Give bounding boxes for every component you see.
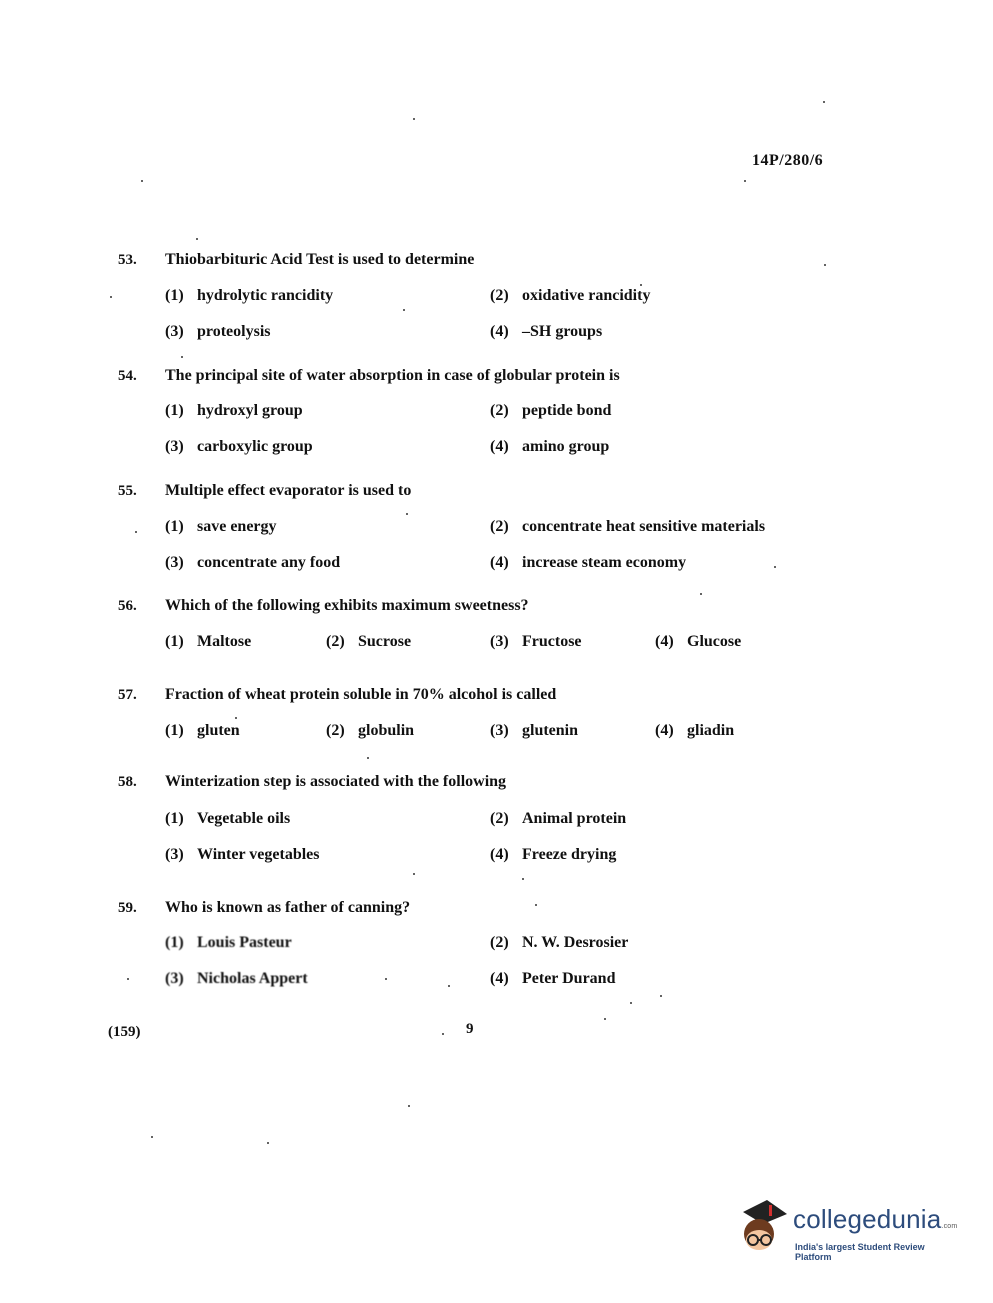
option-number: (1) (165, 518, 184, 535)
option-number: (1) (165, 402, 184, 419)
option-2 (490, 402, 611, 420)
option-2 (490, 934, 628, 952)
footer-code: (159) (108, 1024, 141, 1040)
option-4 (490, 554, 686, 572)
option-text: Sucrose (358, 633, 412, 650)
option-text: Maltose (197, 633, 252, 650)
option-text: globulin (358, 722, 415, 739)
option-3 (165, 323, 270, 341)
question-text: Thiobarbituric Acid Test is used to determine (165, 251, 475, 268)
option-text: oxidative rancidity (522, 287, 651, 304)
option-1 (165, 722, 240, 740)
question-number: 57. (118, 687, 137, 703)
option-number: (1) (165, 810, 184, 827)
question-number: 59. (118, 900, 137, 916)
option-text: Winter vegetables (197, 846, 320, 863)
option-3 (165, 438, 313, 456)
brand-name: collegedunia.com (793, 1204, 958, 1234)
option-text: gliadin (687, 722, 735, 739)
collegedunia-watermark (733, 1196, 963, 1266)
option-number: (2) (326, 633, 345, 650)
option-number: (4) (655, 722, 674, 739)
option-text: N. W. Desrosier (522, 934, 629, 951)
option-text: peptide bond (522, 402, 612, 419)
option-4 (655, 633, 741, 651)
brand-tagline: India's largest Student Review Platform (795, 1242, 925, 1262)
option-2 (490, 518, 765, 536)
option-number: (3) (165, 323, 184, 340)
option-text: Louis Pasteur (197, 934, 292, 951)
question-number: 54. (118, 368, 137, 384)
option-2 (490, 287, 650, 305)
paper-code: 14P/280/6 (752, 152, 824, 169)
option-3 (165, 554, 340, 572)
question-text: Who is known as father of canning? (165, 899, 411, 916)
option-number: (1) (165, 633, 184, 650)
option-text: proteolysis (197, 323, 271, 340)
page-number: 9 (466, 1021, 474, 1037)
option-text: Freeze drying (522, 846, 617, 863)
option-4 (490, 970, 615, 988)
option-1 (165, 810, 290, 828)
option-3 (165, 846, 320, 864)
option-number: (4) (490, 323, 509, 340)
option-text: glutenin (522, 722, 579, 739)
option-number: (2) (490, 287, 509, 304)
option-2 (326, 722, 414, 740)
option-text: carboxylic group (197, 438, 313, 455)
mascot-icon (733, 1196, 791, 1258)
question-number: 56. (118, 598, 137, 614)
option-number: (2) (490, 934, 509, 951)
option-number: (3) (490, 633, 509, 650)
option-number: (1) (165, 934, 184, 951)
question-text: Which of the following exhibits maximum sweetness? (165, 597, 529, 614)
option-2 (326, 633, 411, 651)
question-text: Fraction of wheat protein soluble in 70% alcohol is called (165, 686, 557, 703)
option-number: (4) (490, 554, 509, 571)
option-1 (165, 287, 333, 305)
option-number: (1) (165, 722, 184, 739)
option-text: Peter Durand (522, 970, 616, 987)
option-number: (4) (490, 846, 509, 863)
option-number: (4) (655, 633, 674, 650)
option-number: (2) (490, 810, 509, 827)
option-number: (2) (490, 402, 509, 419)
option-text: amino group (522, 438, 610, 455)
option-text: Nicholas Appert (197, 970, 308, 987)
question-text: The principal site of water absorption in case of globular protein is (165, 367, 620, 384)
option-text: gluten (197, 722, 240, 739)
option-number: (4) (490, 438, 509, 455)
question-number: 53. (118, 252, 137, 268)
option-1 (165, 518, 277, 536)
option-number: (4) (490, 970, 509, 987)
question-number: 58. (118, 774, 137, 790)
question-number: 55. (118, 483, 137, 499)
option-2 (490, 810, 626, 828)
option-text: hydrolytic rancidity (197, 287, 334, 304)
option-text: hydroxyl group (197, 402, 303, 419)
option-text: increase steam economy (522, 554, 687, 571)
option-3 (490, 633, 582, 651)
option-4 (490, 438, 609, 456)
option-text: Glucose (687, 633, 742, 650)
option-4 (655, 722, 734, 740)
option-1 (165, 402, 303, 420)
option-number: (3) (165, 846, 184, 863)
option-3 (490, 722, 578, 740)
option-text: Fructose (522, 633, 582, 650)
option-number: (3) (490, 722, 509, 739)
option-number: (1) (165, 287, 184, 304)
option-4 (490, 846, 616, 864)
brand-suffix: .com (941, 1223, 958, 1230)
option-text: Animal protein (522, 810, 627, 827)
question-text: Multiple effect evaporator is used to (165, 482, 412, 499)
question-text: Winterization step is associated with the following (165, 773, 507, 790)
option-text: concentrate any food (197, 554, 341, 571)
option-number: (2) (490, 518, 509, 535)
option-number: (2) (326, 722, 345, 739)
option-3 (165, 970, 308, 988)
option-text: save energy (197, 518, 277, 535)
option-text: Vegetable oils (197, 810, 291, 827)
option-1 (165, 633, 251, 651)
option-text: concentrate heat sensitive materials (522, 518, 766, 535)
option-4 (490, 323, 602, 341)
option-number: (3) (165, 438, 184, 455)
option-number: (3) (165, 554, 184, 571)
option-text: –SH groups (522, 323, 603, 340)
option-number: (3) (165, 970, 184, 987)
option-1 (165, 934, 292, 952)
